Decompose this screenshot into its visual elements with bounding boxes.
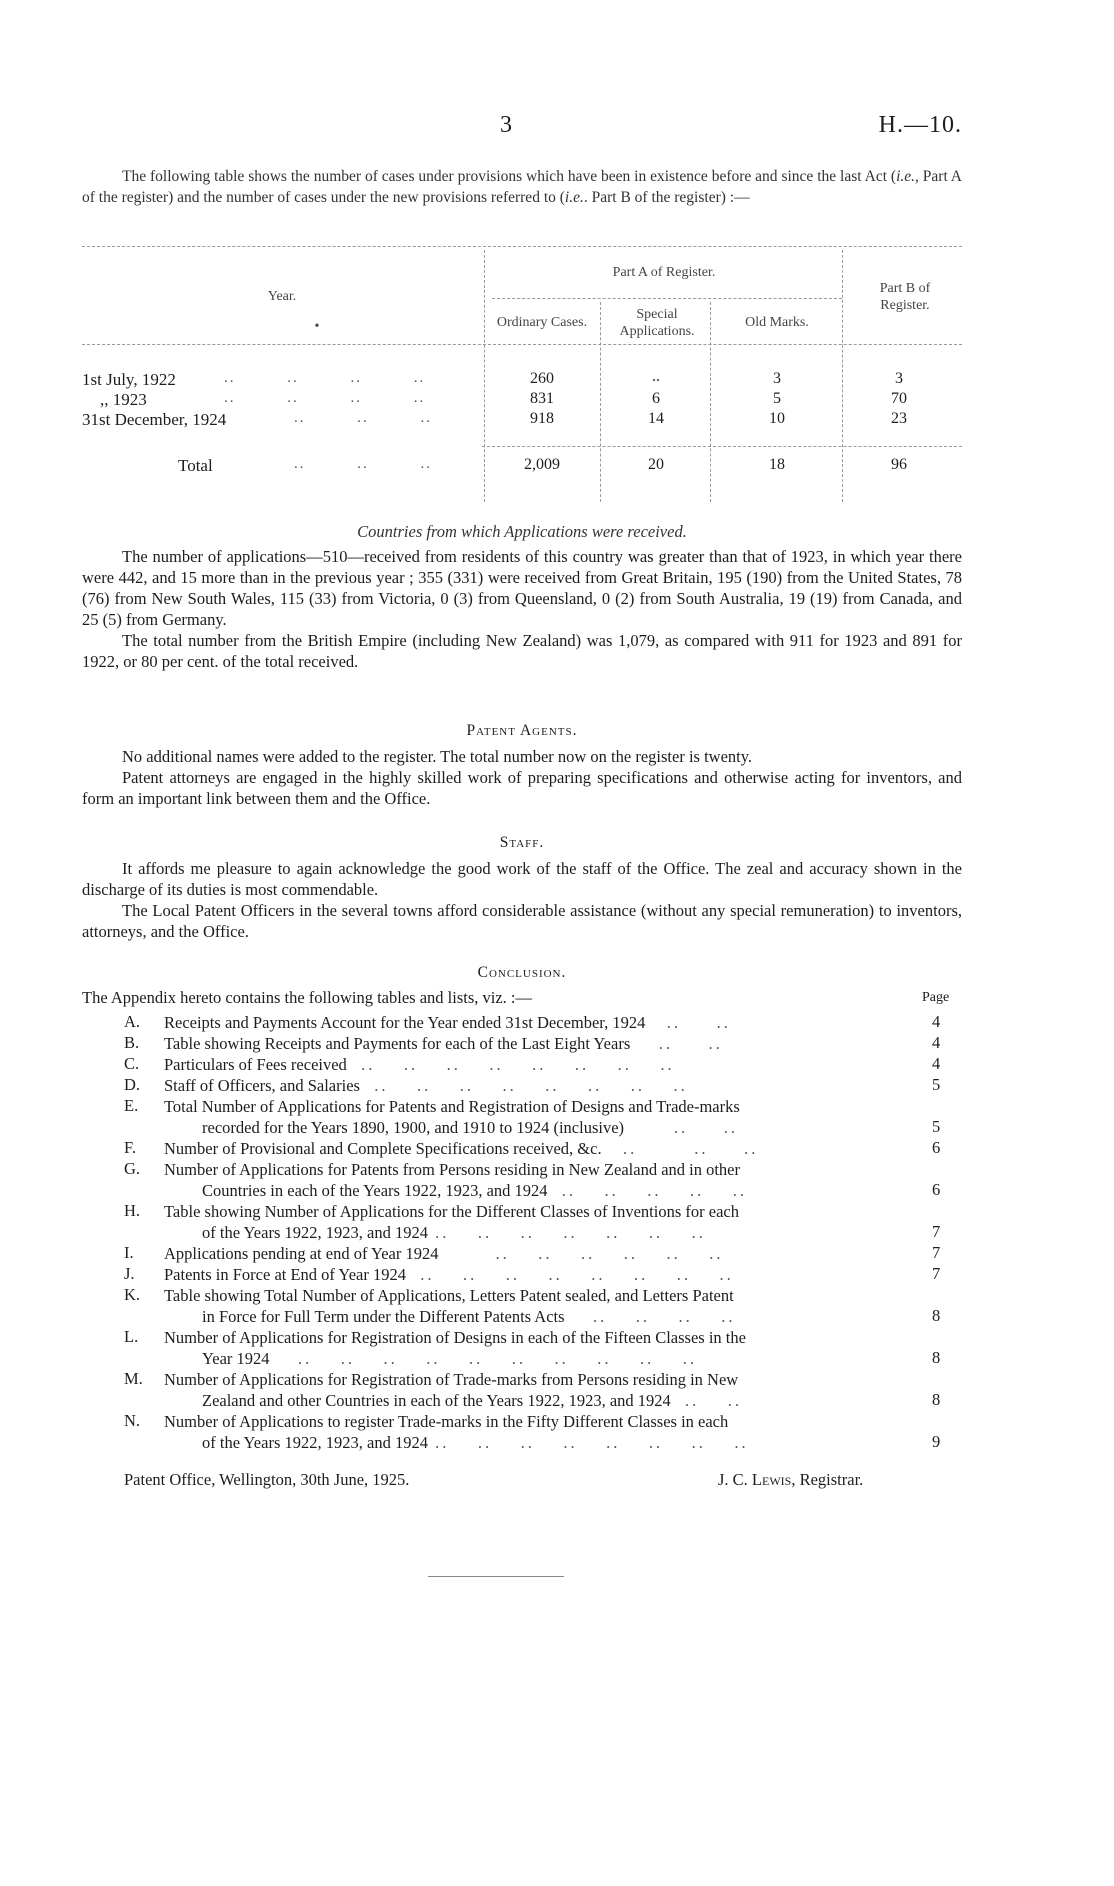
table-total-rule [482, 446, 962, 447]
appendix-item: Table showing Total Number of Applications, Letters Patent sealed, and Letters Patent [164, 1286, 734, 1305]
special-applications-header: Special Applications. [619, 307, 695, 339]
appendix-item: Table showing Number of Applications for the Different Classes of Inventions for each [164, 1202, 739, 1221]
appendix-item-continuation: Countries in each of the Years 1922, 1923, and 1924 .. .. .. .. .. [202, 1181, 748, 1200]
cell-part-b: 70 [891, 390, 907, 407]
appendix-item: Staff of Officers, and Salaries .. .. .. .. .. .. .. .. [164, 1076, 688, 1095]
leader-dots: .. .. .. [294, 410, 432, 426]
place-and-date: Patent Office, Wellington, 30th June, 1925. [124, 1470, 410, 1489]
appendix-page: 8 [932, 1390, 941, 1409]
total-label: Total [178, 456, 213, 475]
appendix-letter: E. [124, 1096, 139, 1115]
appendix-letter: H. [124, 1201, 141, 1220]
appendix-item: Patents in Force at End of Year 1924 .. .. .. .. .. .. .. .. [164, 1265, 734, 1284]
table-vrule [710, 302, 711, 502]
table-row-year: ,, 1923 [100, 390, 147, 409]
patent-agents-heading: Patent Agents. [466, 722, 578, 739]
appendix-item-continuation: Year 1924 .. .. .. .. .. .. .. .. .. .. [202, 1349, 698, 1368]
patent-agents-section [82, 746, 962, 809]
old-marks-header: Old Marks. [745, 315, 809, 330]
staff-section [82, 858, 962, 942]
staff-heading: Staff. [499, 834, 545, 851]
leader-dots: .. .. .. .. [224, 370, 426, 386]
appendix-item: Particulars of Fees received .. .. .. .. .. .. .. .. [164, 1055, 675, 1074]
cell-old-marks: 3 [773, 370, 781, 387]
table-vrule [842, 250, 843, 502]
cell-special: 14 [648, 410, 664, 427]
cell-ordinary: 831 [530, 390, 554, 407]
appendix-letter: J. [124, 1264, 135, 1283]
appendix-letter: B. [124, 1033, 140, 1052]
appendix-item-continuation: in Force for Full Term under the Different Patents Acts .. .. .. .. [202, 1307, 736, 1326]
cell-old-marks: 10 [769, 410, 785, 427]
appendix-item: Number of Applications for Patents from Persons residing in New Zealand and in other [164, 1160, 741, 1179]
cell-special: 6 [652, 390, 660, 407]
appendix-page: 5 [932, 1075, 941, 1094]
signatory-name: J. C. Lewis [718, 1470, 792, 1489]
appendix-item: Number of Applications to register Trade-marks in the Fifty Different Classes in each [164, 1412, 729, 1431]
appendix-letter: G. [124, 1159, 141, 1178]
appendix-letter: L. [124, 1327, 139, 1346]
appendix-item-continuation: recorded for the Years 1890, 1900, and 1910 to 1924 (inclusive) .. .. [202, 1118, 739, 1137]
appendix-page: 8 [932, 1348, 941, 1367]
register-table [82, 240, 962, 502]
staff-paragraph-2: The Local Patent Officers in the several towns afford considerable assistance (without any special remuneration) to inventors, attorneys, and the Office. [82, 901, 962, 941]
total-old-marks: 18 [769, 456, 785, 473]
appendix-intro: The Appendix hereto contains the following tables and lists, viz. :— [82, 988, 532, 1007]
appendix-page: 4 [932, 1012, 941, 1031]
appendix-letter: D. [124, 1075, 141, 1094]
appendix-item-continuation: of the Years 1922, 1923, and 1924 .. .. .. .. .. .. .. .. [202, 1433, 749, 1452]
appendix-letter: M. [124, 1369, 143, 1388]
cell-old-marks: 5 [773, 390, 781, 407]
appendix-page: 4 [932, 1033, 941, 1052]
appendix-item-continuation: of the Years 1922, 1923, and 1924 .. .. .. .. .. .. .. [202, 1223, 706, 1242]
appendix-letter: C. [124, 1054, 140, 1073]
appendix-page: 7 [932, 1243, 941, 1262]
leader-dots: .. .. .. [294, 456, 432, 472]
table-top-rule [82, 246, 962, 247]
appendix-letter: I. [124, 1243, 134, 1262]
leader-dots: .. .. .. .. [224, 390, 426, 406]
table-vrule [484, 250, 485, 502]
appendix-letter: A. [124, 1012, 141, 1031]
appendix-item: Table showing Receipts and Payments for each of the Last Eight Years .. .. [164, 1034, 723, 1053]
appendix-item: Receipts and Payments Account for the Year ended 31st December, 1924 .. .. [164, 1013, 731, 1032]
countries-section [82, 546, 962, 672]
countries-paragraph-1: The number of applications—510—received from residents of this country was greater than that of 1923, in which year there were 442, and 15 more than in the previous year ; 355 (331) were received from Great Britain, 195 (190) from the United States, 78 (76) from New South Wales, 115 (33) from Victoria, 0 (3) from Queensland, 0 (2) from South Australia, 19 (19) from Canada, and 25 (5) from Germany. [82, 547, 962, 629]
appendix-letter: F. [124, 1138, 136, 1157]
total-special: 20 [648, 456, 664, 473]
appendix-item: Number of Applications for Registration of Trade-marks from Persons residing in New [164, 1370, 739, 1389]
part-b-header: Part B of Register. [879, 281, 931, 313]
conclusion-heading: Conclusion. [477, 964, 567, 981]
table-header-rule [82, 344, 962, 345]
signature-line [718, 1470, 863, 1490]
part-a-subrule [492, 298, 842, 299]
cell-part-b: 3 [895, 370, 903, 387]
page-column-label: Page [922, 990, 950, 1005]
appendix-item: Number of Provisional and Complete Specifications received, &c. .. .. .. [164, 1139, 759, 1158]
appendix-page: 8 [932, 1306, 941, 1325]
appendix-item: Applications pending at end of Year 1924 .. .. .. .. .. .. [164, 1244, 724, 1263]
cell-part-b: 23 [891, 410, 907, 427]
appendix-page: 5 [932, 1117, 941, 1136]
table-vrule [600, 302, 601, 502]
staff-paragraph-1: It affords me pleasure to again acknowledge the good work of the staff of the Office. The zeal and accuracy shown in the discharge of its duties is most commendable. [82, 859, 962, 899]
intro-paragraph: The following table shows the number of cases under provisions which have been in existence before and since the last Act (i.e., Part A of the register) and the number of cases under the new provisions referred to (i.e.. Part B of the register) :— [82, 168, 963, 206]
appendix-page: 7 [932, 1222, 941, 1241]
patent-agents-paragraph-1: No additional names were added to the register. The total number now on the register is twenty. [122, 747, 753, 766]
appendix-page: 9 [932, 1432, 941, 1451]
ordinary-cases-header: Ordinary Cases. [496, 315, 588, 330]
patent-agents-paragraph-2: Patent attorneys are engaged in the highly skilled work of preparing specifications and otherwise acting for inventors, and form an important link between them and the Office. [82, 768, 962, 808]
appendix-item: Total Number of Applications for Patents and Registration of Designs and Trade-marks [164, 1097, 740, 1116]
page-number: 3 [500, 112, 512, 138]
appendix-page: 6 [932, 1138, 941, 1157]
countries-paragraph-2: The total number from the British Empire (including New Zealand) was 1,079, as compared with 911 for 1923 and 891 for 1922, or 80 per cent. of the total received. [82, 631, 962, 671]
appendix-page: 7 [932, 1264, 941, 1283]
total-ordinary: 2,009 [524, 456, 560, 473]
cell-ordinary: 260 [530, 370, 554, 387]
cell-special: .. [652, 368, 660, 385]
countries-heading: Countries from which Applications were received. [357, 522, 687, 541]
document-reference: H.—10. [878, 112, 962, 138]
total-part-b: 96 [891, 456, 907, 473]
appendix-item: Number of Applications for Registration of Designs in each of the Fifteen Classes in the [164, 1328, 746, 1347]
appendix-letter: N. [124, 1411, 141, 1430]
closing-rule [428, 1576, 564, 1577]
appendix-page: 6 [932, 1180, 941, 1199]
table-row-year: 31st December, 1924 [82, 410, 227, 429]
header-mark: • [314, 319, 320, 334]
year-header: Year. [267, 289, 297, 304]
appendix-letter: K. [124, 1285, 141, 1304]
part-a-header: Part A of Register. [612, 265, 716, 280]
appendix-page: 4 [932, 1054, 941, 1073]
signatory-title: , Registrar. [791, 1470, 864, 1489]
table-row-year: 1st July, 1922 [82, 370, 176, 389]
appendix-item-continuation: Zealand and other Countries in each of the Years 1922, 1923, and 1924 .. .. [202, 1391, 743, 1410]
cell-ordinary: 918 [530, 410, 554, 427]
